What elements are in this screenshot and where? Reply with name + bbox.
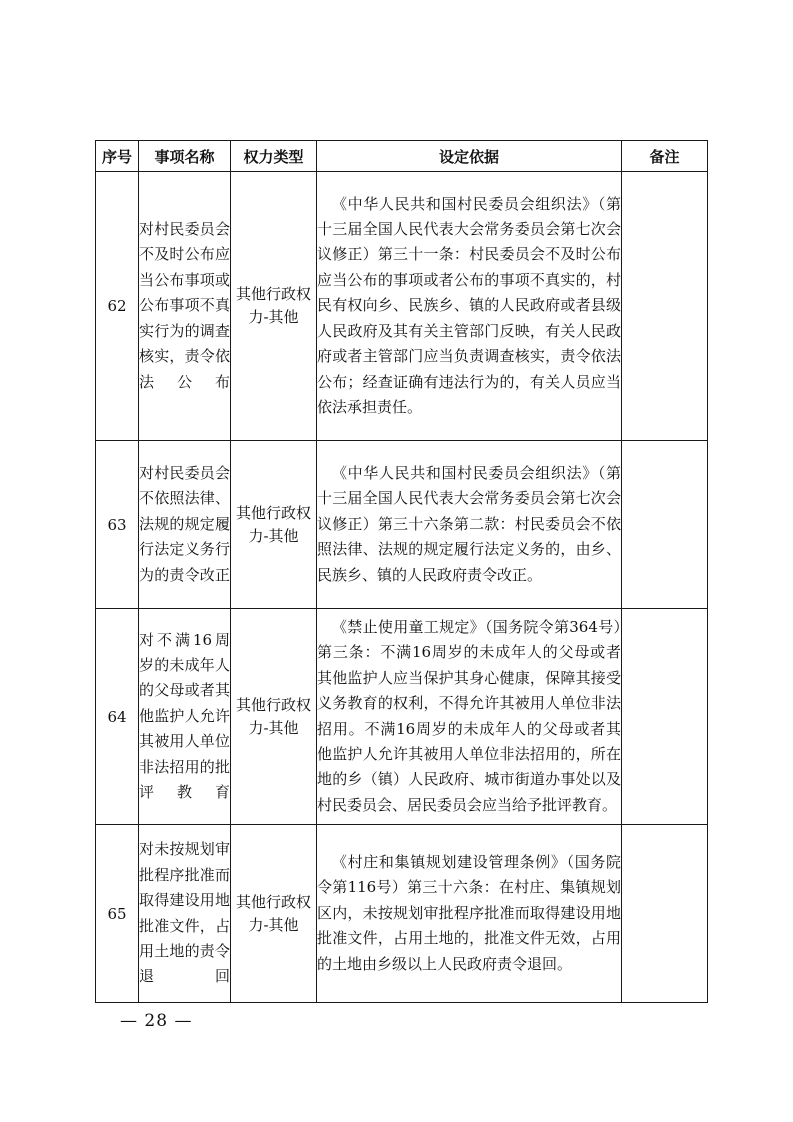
power-type: 其他行政权力-其他 bbox=[231, 441, 317, 609]
header-type: 权力类型 bbox=[231, 141, 317, 172]
remarks bbox=[622, 825, 708, 1003]
row-number: 64 bbox=[96, 609, 139, 825]
page-number: — 28 — bbox=[120, 1011, 193, 1031]
remarks bbox=[622, 441, 708, 609]
power-type: 其他行政权力-其他 bbox=[231, 825, 317, 1003]
header-basis: 设定依据 bbox=[317, 141, 622, 172]
table-row bbox=[96, 441, 708, 609]
header-row bbox=[96, 141, 708, 172]
table-row bbox=[96, 609, 708, 825]
legal-basis: 《中华人民共和国村民委员会组织法》（第十三届全国人民代表大会常务委员会第七次会议修正）第三十六条第二款：村民委员会不依照法律、法规的规定履行法定义务的，由乡、民族乡、镇的人民政府责令改正。 bbox=[317, 463, 621, 584]
item-name: 对不满16周岁的未成年人的父母或者其他监护人允许其被用人单位非法招用的批评教育 bbox=[139, 630, 230, 802]
table-row bbox=[96, 825, 708, 1003]
power-type: 其他行政权力-其他 bbox=[231, 609, 317, 825]
row-number: 63 bbox=[96, 441, 139, 609]
row-number: 65 bbox=[96, 825, 139, 1003]
power-type: 其他行政权力-其他 bbox=[231, 172, 317, 441]
powers-table bbox=[95, 140, 708, 1003]
item-name: 对村民委员会不依照法律、法规的规定履行法定义务行为的责令改正 bbox=[139, 463, 230, 584]
legal-basis: 《禁止使用童工规定》（国务院令第364号）第三条：不满16周岁的未成年人的父母或者其他监护人应当保护其身心健康，保障其接受义务教育的权利，不得允许其被用人单位非法招用。不满16周岁的未成年人的父母或者其他监护人允许其被用人单位非法招用的，所在地的乡（镇）人民政府、城市街道办事处以及村民委员会、居民委员会应当给予批评教育。 bbox=[317, 617, 621, 814]
header-note: 备注 bbox=[622, 141, 708, 172]
remarks bbox=[622, 172, 708, 441]
header-no: 序号 bbox=[96, 141, 139, 172]
table-row bbox=[96, 172, 708, 441]
legal-basis: 《中华人民共和国村民委员会组织法》（第十三届全国人民代表大会常务委员会第七次会议修正）第三十一条：村民委员会不及时公布应当公布的事项或者公布的事项不真实的，村民有权向乡、民族乡、镇的人民政府或者县级人民政府及其有关主管部门反映，有关人民政府或者主管部门应当负责调查核实，责令依法公布；经查证确有违法行为的，有关人员应当依法承担责任。 bbox=[317, 194, 621, 416]
header-name: 事项名称 bbox=[139, 141, 231, 172]
row-number: 62 bbox=[96, 172, 139, 441]
item-name: 对未按规划审批程序批准而取得建设用地批准文件，占用土地的责令退回 bbox=[139, 840, 230, 986]
item-name: 对村民委员会不及时公布应当公布事项或公布事项不真实行为的调查核实，责令依法公布 bbox=[139, 220, 230, 391]
remarks bbox=[622, 609, 708, 825]
legal-basis: 《村庄和集镇规划建设管理条例》（国务院令第116号）第三十六条：在村庄、集镇规划区内，未按规划审批程序批准而取得建设用地批准文件，占用土地的，批准文件无效，占用的土地由乡级以上人民政府责令退回。 bbox=[317, 852, 621, 973]
